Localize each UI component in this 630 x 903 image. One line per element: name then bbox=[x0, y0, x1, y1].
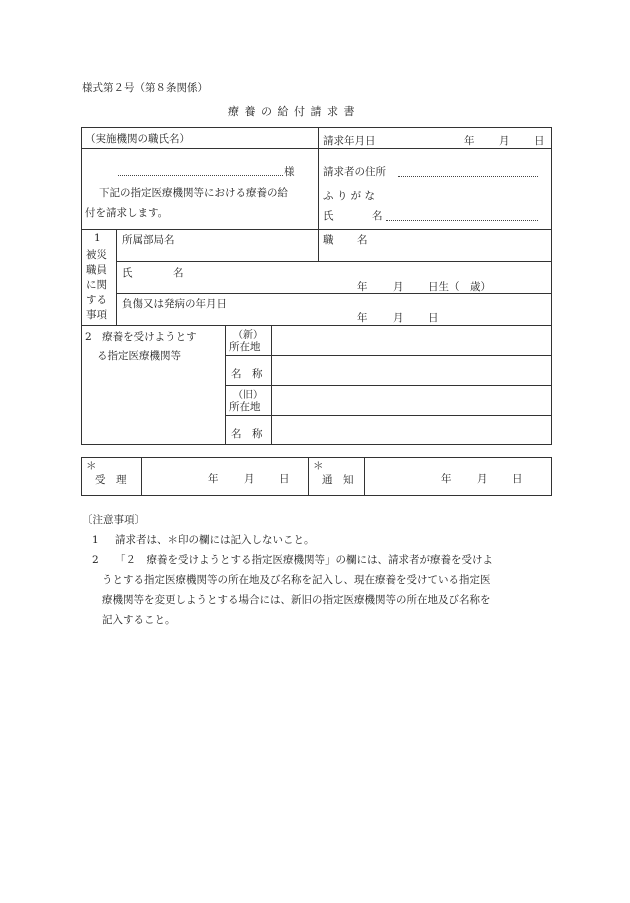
victim-name-label-2: 名 bbox=[173, 267, 184, 279]
facility-label-line2: る指定医療機関等 bbox=[97, 350, 181, 362]
note-1-text: 請求者は、＊印の欄には記入しないこと。 bbox=[115, 534, 315, 546]
job-title-label-1: 職 bbox=[323, 234, 334, 246]
injury-date-label: 負傷又は発病の年月日 bbox=[122, 298, 227, 310]
note-2-number: 2 bbox=[92, 554, 99, 566]
request-text-line1: 下記の指定医療機関等における療養の給 bbox=[99, 187, 288, 199]
birth-day-age: 日生（ 歳） bbox=[428, 281, 491, 293]
receipt-day: 日 bbox=[279, 473, 290, 485]
col-divider bbox=[141, 457, 142, 496]
notice-month: 月 bbox=[477, 473, 488, 485]
claimant-name-label-2: 名 bbox=[372, 210, 383, 222]
note-2-line-3: 療機関等を変更しようとする場合には、新旧の指定医療機関等の所在地及び名称を bbox=[102, 594, 491, 606]
col-divider bbox=[116, 229, 117, 325]
claimant-name-field[interactable] bbox=[386, 220, 538, 221]
agency-name-label: （実施機関の職氏名） bbox=[85, 133, 190, 145]
note-2-line-4: 記入すること。 bbox=[102, 614, 176, 626]
new-name-label: 名 称 bbox=[231, 368, 263, 380]
note-2-line-2: うとする指定医療機関等の所在地及び名称を記入し、現在療養を受けている指定医 bbox=[102, 574, 491, 586]
address-field[interactable] bbox=[398, 176, 538, 177]
furigana-label: ふ り が な bbox=[323, 190, 376, 202]
notice-day: 日 bbox=[512, 473, 523, 485]
victim-section-label-5: する bbox=[86, 294, 107, 306]
notice-asterisk: ＊ bbox=[313, 460, 324, 472]
note-2-line-1: 「２ 療養を受けようとする指定医療機関等」の欄には、請求者が療養を受けよ bbox=[115, 554, 493, 566]
victim-name-label-1: 氏 bbox=[122, 267, 133, 279]
victim-section-label-6: 事項 bbox=[86, 309, 107, 321]
request-date-day: 日 bbox=[534, 135, 545, 147]
claimant-name-label-1: 氏 bbox=[323, 210, 334, 222]
page-title: 療 養 の 給 付 請 求 書 bbox=[228, 105, 356, 118]
agency-name-field[interactable] bbox=[118, 175, 283, 176]
department-label: 所属部局名 bbox=[122, 234, 175, 246]
row-divider bbox=[81, 229, 552, 230]
notes-heading: 〔注意事項〕 bbox=[82, 514, 145, 526]
victim-section-label-4: に関 bbox=[86, 279, 107, 291]
col-divider bbox=[308, 457, 309, 496]
row-divider bbox=[116, 261, 552, 262]
col-divider bbox=[271, 325, 272, 445]
old-location-label: 所在地 bbox=[229, 401, 261, 413]
row-divider bbox=[225, 385, 552, 386]
job-title-label-2: 名 bbox=[357, 234, 368, 246]
row-divider bbox=[225, 415, 552, 416]
new-label: （新） bbox=[233, 330, 263, 341]
birth-month: 月 bbox=[393, 281, 404, 293]
old-name-label: 名 称 bbox=[231, 428, 263, 440]
row-divider bbox=[225, 355, 552, 356]
victim-section-label-1: 1 bbox=[94, 232, 101, 244]
old-label: （旧） bbox=[233, 390, 263, 401]
receipt-asterisk: ＊ bbox=[86, 460, 97, 472]
injury-year: 年 bbox=[357, 312, 368, 324]
injury-month: 月 bbox=[393, 312, 404, 324]
honorific-label: 様 bbox=[284, 166, 295, 178]
col-divider bbox=[364, 457, 365, 496]
row-divider bbox=[81, 148, 552, 149]
request-text-line2: 付を請求します。 bbox=[85, 207, 169, 219]
receipt-label: 受 理 bbox=[95, 474, 127, 486]
victim-section-label-2: 被災 bbox=[86, 249, 107, 261]
col-divider bbox=[318, 127, 319, 261]
victim-section-label-3: 職員 bbox=[86, 264, 107, 276]
col-divider bbox=[225, 325, 226, 445]
notice-label: 通 知 bbox=[322, 474, 354, 486]
request-date-year: 年 bbox=[464, 135, 475, 147]
receipt-month: 月 bbox=[244, 473, 255, 485]
request-date-month: 月 bbox=[499, 135, 510, 147]
new-location-label: 所在地 bbox=[229, 341, 261, 353]
injury-day: 日 bbox=[428, 312, 439, 324]
address-label: 請求者の住所 bbox=[323, 166, 386, 178]
birth-year: 年 bbox=[357, 281, 368, 293]
facility-label-line1: 2 療養を受けようとす bbox=[85, 331, 197, 343]
row-divider bbox=[81, 325, 552, 326]
note-1-number: 1 bbox=[92, 534, 99, 546]
form-number: 様式第２号（第８条関係） bbox=[82, 82, 208, 94]
notice-year: 年 bbox=[441, 473, 452, 485]
request-date-label: 請求年月日 bbox=[323, 135, 376, 147]
receipt-year: 年 bbox=[208, 473, 219, 485]
